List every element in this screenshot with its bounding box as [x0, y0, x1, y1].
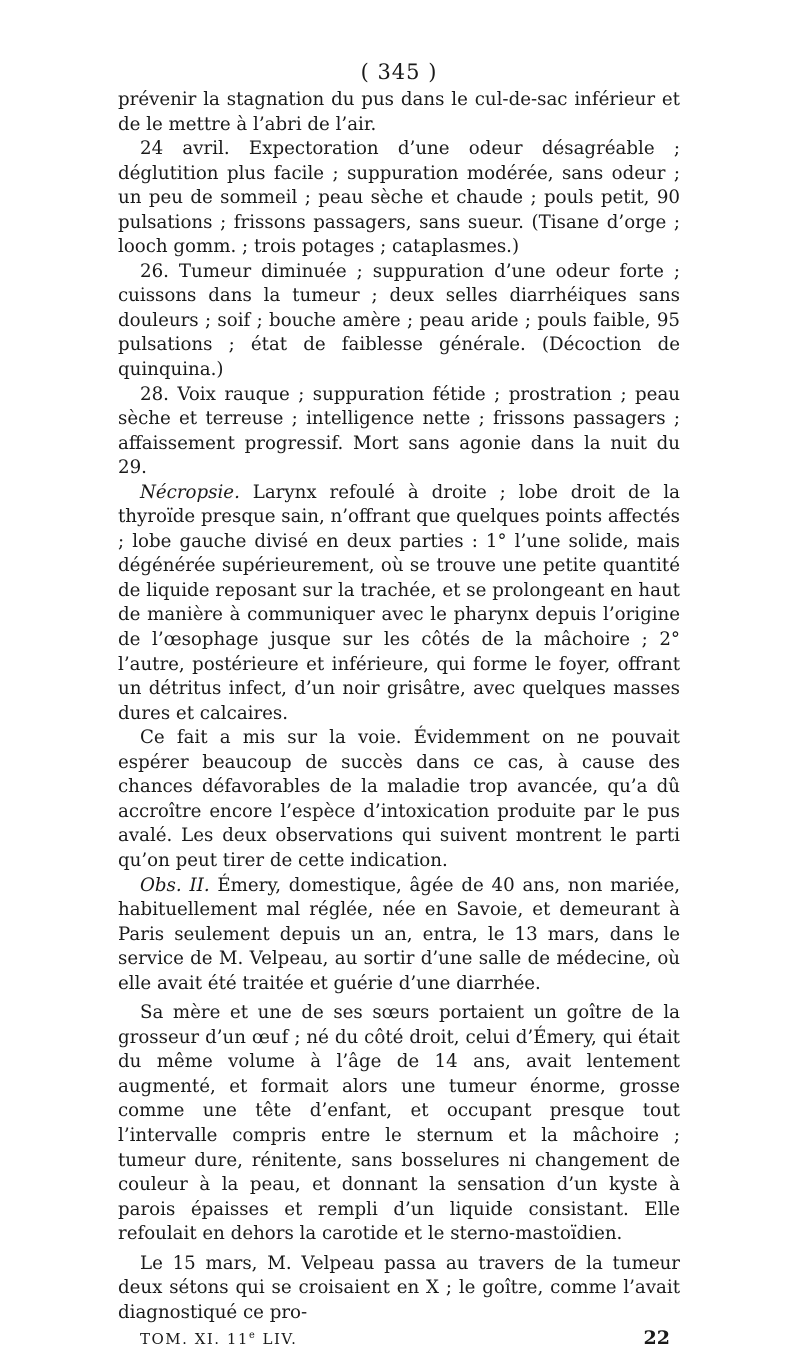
- paragraph-day-26: [118, 260, 680, 383]
- issue-number: 11: [226, 1330, 249, 1349]
- paragraph-text: Le 15 mars, M. Velpeau passa au travers de la tumeur deux sétons qui se croisaient en X ; le goître, comme l’avait diagnostiqué ce pro-: [118, 1252, 680, 1323]
- paragraph-text: Sa mère et une de ses sœurs portaient un goître de la grosseur d’un œuf ; né du côté droit, celui d’Émery, qui était du même volume à l’âge de 14 ans, avait lentement augmenté, et formait alors une tumeur énorme, grosse comme une tête d’enfant, et occupant presque tout l’intervalle compris entre le sternum et la mâchoire ; tumeur dure, rénitente, sans bosselures ni changement de couleur à la peau, et donnant la sensation d’un kyste à parois épaisses et rempli d’un liquide consistant. Elle refoulait en dehors la carotide et le sterno-mastoïdien.: [118, 1002, 680, 1245]
- paragraph-history: [118, 1001, 680, 1246]
- paragraph-commentary: [118, 726, 680, 873]
- paragraph-april-24: [118, 137, 680, 260]
- paragraph-text: Émery, domestique, âgée de 40 ans, non mariée, habituellement mal réglée, née en Savoie, et demeurant à Paris seulement depuis un an, entra, le 13 mars, dans le service de M. Velpeau, au sortir d’une salle de médecine, où elle avait été traitée et guérie d’une diarrhée.: [118, 874, 680, 994]
- volume-signature: [140, 1328, 297, 1350]
- page-body: [118, 88, 680, 1325]
- book-page: [118, 56, 680, 1350]
- volume-label: TOM. XI.: [140, 1330, 221, 1349]
- paragraph-lead: Obs. II.: [140, 874, 210, 896]
- gathering-signature: 22: [643, 1327, 670, 1350]
- page-footer: [118, 1327, 680, 1350]
- paragraph-text: Ce fait a mis sur la voie. Évidemment on ne pouvait espérer beaucoup de succès dans ce cas, à cause des chances défavorables de la maladie trop avancée, qu’a dû accroître encore l’espèce d’intoxication produite par le pus avalé. Les deux observations qui suivent montrent le parti qu’on peut tirer de cette indication.: [118, 727, 680, 871]
- paragraph-text: 24 avril. Expectoration d’une odeur désagréable ; déglutition plus facile ; suppuration modérée, sans odeur ; un peu de sommeil ; peau sèche et chaude ; pouls petit, 90 pulsations ; frissons passagers, sans sueur. (Tisane d’orge ; looch gomm. ; trois potages ; cataplasmes.): [118, 138, 680, 258]
- paragraph-text: 28. Voix rauque ; suppuration fétide ; prostration ; peau sèche et terreuse ; intelligence nette ; frissons passagers ; affaissement progressif. Mort sans agonie dans la nuit du 29.: [118, 383, 680, 479]
- paragraph-day-28: [118, 383, 680, 481]
- paragraph-necropsie: [118, 481, 680, 726]
- paragraph-lead: Nécropsie.: [140, 481, 240, 503]
- issue-suffix: e: [248, 1330, 257, 1342]
- page-number: ( 345 ): [360, 60, 438, 84]
- issue-label: LIV.: [262, 1330, 298, 1349]
- paragraph-text: 26. Tumeur diminuée ; suppuration d’une odeur forte ; cuissons dans la tumeur ; deux selles diarrhéiques sans douleurs ; soif ; bouche amère ; peau aride ; pouls faible, 95 pulsations ; état de faiblesse générale. (Décoction de quinquina.): [118, 260, 680, 381]
- paragraph-observation-2: [118, 874, 680, 997]
- paragraph-text: Larynx refoulé à droite ; lobe droit de la thyroïde presque sain, n’offrant que quelques points affectés ; lobe gauche divisé en deux parties : 1° l’une solide, mais dégénérée supérieurement, où se trouve une petite quantité de liquide reposant sur la trachée, et se prolongeant en haut de manière à communiquer avec le pharynx depuis l’origine de l’œsophage jusque sur les côtés de la mâchoire ; 2° l’autre, postérieure et inférieure, qui forme le foyer, offrant un détritus infect, d’un noir grisâtre, avec quelques masses dures et calcaires.: [118, 481, 680, 724]
- paragraph-march-15: [118, 1252, 680, 1326]
- paragraph-text: prévenir la stagnation du pus dans le cul-de-sac inférieur et de le mettre à l’abri de l’air.: [118, 89, 680, 135]
- paragraph-continuation: [118, 88, 680, 137]
